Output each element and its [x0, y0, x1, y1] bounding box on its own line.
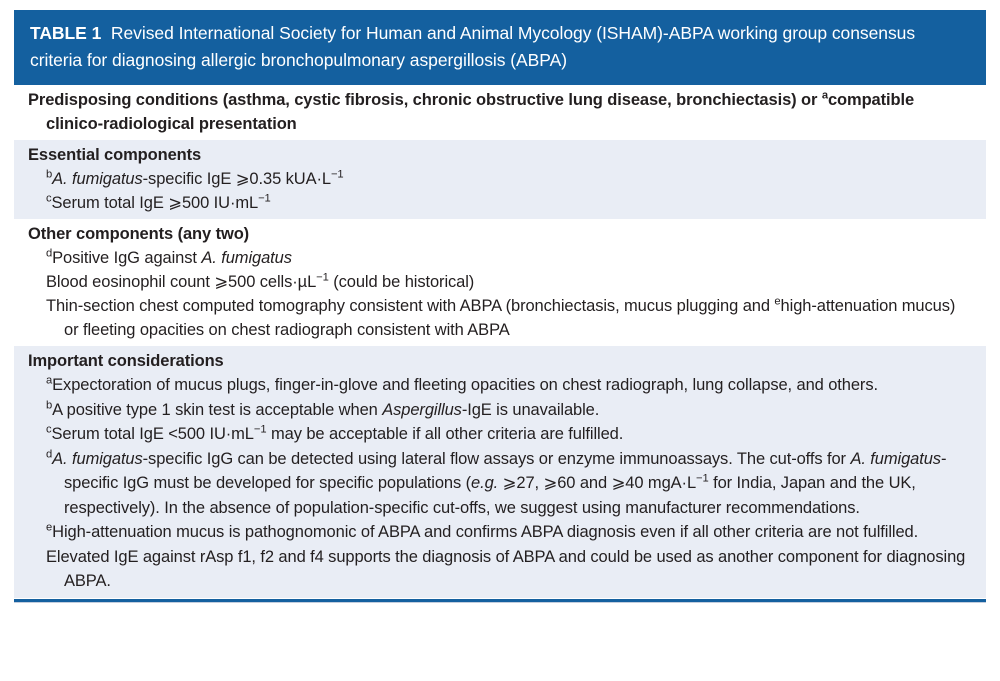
- section-item: $^c$Serum total IgE <500 $IU\cdot mL^{-1}$ may be acceptable if all other criteria are fulfilled.: [46, 423, 624, 443]
- table-body: [14, 85, 986, 598]
- table-section-essential-components: [14, 140, 986, 219]
- table-section-predisposing: [14, 85, 986, 140]
- section-item: Blood eosinophil count ⩾500 cells·µL$^{-1}$ (could be historical): [46, 271, 475, 291]
- section-heading: Predisposing conditions (asthma, cystic fibrosis, chronic obstructive lung disease, bronchiectasis) or $^a$compatible clinico-radiological presentation: [28, 89, 915, 133]
- section-item: $^e$High-attenuation mucus is pathognomonic of ABPA and confirms ABPA diagnosis even if all other criteria are not fulfilled.: [46, 521, 919, 541]
- section-heading: Essential components: [28, 146, 202, 164]
- table-number: TABLE 1: [30, 23, 102, 43]
- table-section-other-components: [14, 219, 986, 346]
- section-item: Thin-section chest computed tomography consistent with ABPA (bronchiectasis, mucus plugging and $^e$high-attenuation mucus) or fleeting opacities on chest radiograph consistent with ABPA: [46, 295, 956, 339]
- table-caption-text: Revised International Society for Human and Animal Mycology (ISHAM)-ABPA working group consensus criteria for diagnosing allergic bronchopulmonary aspergillosis (ABPA): [30, 23, 916, 70]
- table-bottom-rule-thin: [14, 602, 986, 603]
- section-item: $^c$Serum total IgE ⩾500 $IU\cdot mL^{-1}$: [46, 192, 271, 212]
- section-heading: Important considerations: [28, 352, 224, 370]
- section-item: $^a$Expectoration of mucus plugs, finger-in-glove and fleeting opacities on chest radiograph, lung collapse, and others.: [46, 374, 878, 394]
- table-caption: [14, 10, 986, 85]
- section-item: Elevated IgE against rAsp f1, f2 and f4 supports the diagnosis of ABPA and could be used as another component for diagnosing ABPA.: [46, 547, 966, 590]
- section-item: $^b$A. fumigatus-specific IgE ⩾0.35 $kUA\cdot L^{-1}$: [46, 168, 344, 188]
- section-heading: Other components (any two): [28, 225, 250, 243]
- section-item: $^b$A positive type 1 skin test is acceptable when Aspergillus-IgE is unavailable.: [46, 399, 600, 419]
- section-item: $^d$A. fumigatus-specific IgG can be detected using lateral flow assays or enzyme immunoassays. The cut-offs for A. fumigatus-specific IgG must be developed for specific populations (e.g. ⩾27, ⩾60 and ⩾40 $mgA\cdot L^{-1}$ for India, Japan and the UK, respectively). In the absence of population-specific cut-offs, we suggest using manufacturer recommendations.: [46, 448, 947, 517]
- section-item: $^d$Positive IgG against A. fumigatus: [46, 247, 292, 267]
- table-section-important-considerations: [14, 346, 986, 598]
- table-1: [14, 10, 986, 603]
